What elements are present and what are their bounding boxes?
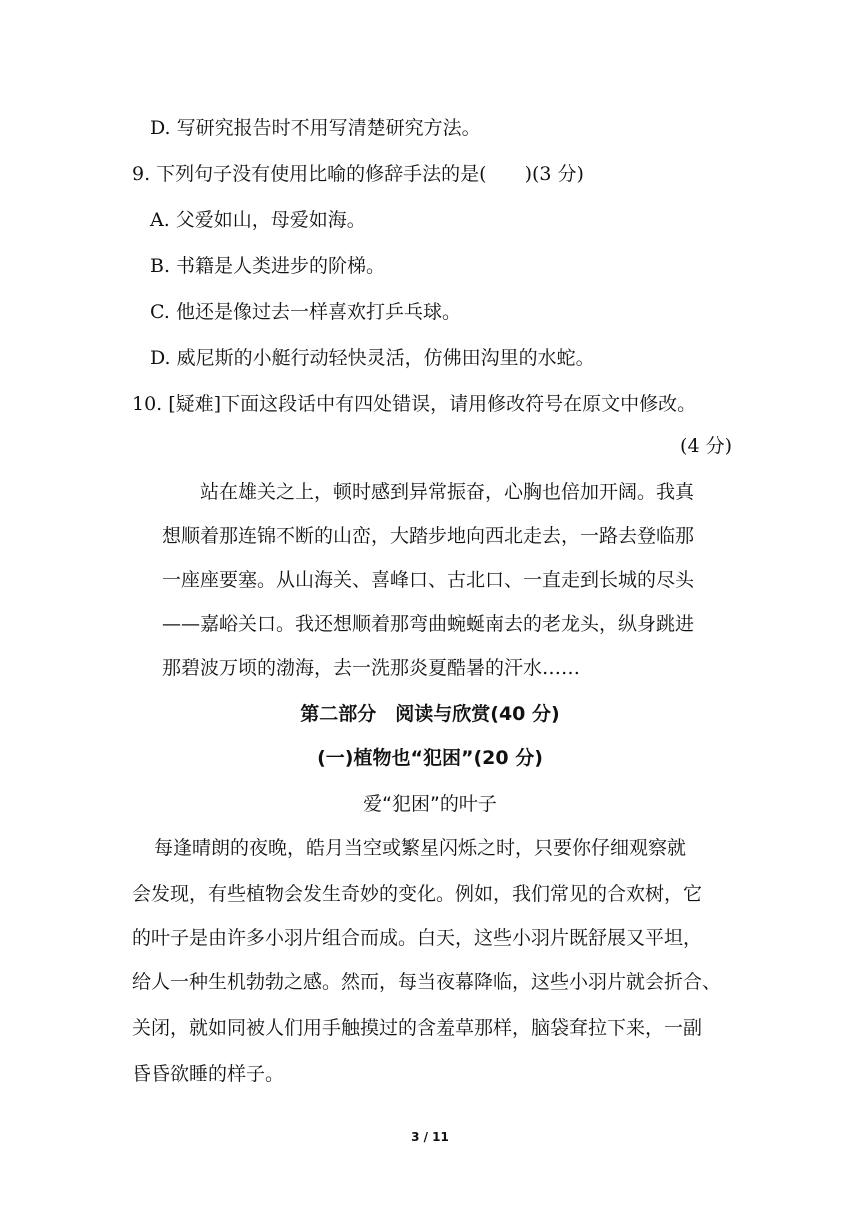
q9-option-a: A. 父爱如山，母爱如海。 xyxy=(150,209,366,231)
article-line: 会发现，有些植物会发生奇妙的变化。例如，我们常见的合欢树，它 xyxy=(132,883,703,905)
article-line: 关闭，就如同被人们用手触摸过的含羞草那样，脑袋耷拉下来，一副 xyxy=(132,1017,703,1039)
q10-passage-line: ——嘉峪关口。我还想顺着那弯曲蜿蜒南去的老龙头，纵身跳进 xyxy=(162,613,695,635)
page-number: 3 / 11 xyxy=(411,1130,449,1144)
section-title: (一)植物也“犯困”(20 分) xyxy=(317,747,543,769)
q10-passage-line: 站在雄关之上，顿时感到异常振奋，心胸也倍加开阔。我真 xyxy=(200,481,695,503)
q9-option-c: C. 他还是像过去一样喜欢打乒乓球。 xyxy=(150,301,461,323)
q10-stem: 10. [疑难]下面这段话中有四处错误，请用修改符号在原文中修改。 xyxy=(132,393,697,415)
q10-passage-line: 那碧波万顷的渤海，去一洗那炎夏酷暑的汗水…… xyxy=(162,657,581,679)
q9-stem: 9. 下列句子没有使用比喻的修辞手法的是( )(3 分) xyxy=(132,163,584,185)
q9-option-d: D. 威尼斯的小艇行动轻快灵活，仿佛田沟里的水蛇。 xyxy=(150,347,595,369)
q10-score: (4 分) xyxy=(680,435,732,457)
q9-option-b: B. 书籍是人类进步的阶梯。 xyxy=(150,255,386,277)
article-line: 给人一种生机勃勃之感。然而，每当夜幕降临，这些小羽片就会折合、 xyxy=(132,971,722,993)
q10-passage-line: 想顺着那连锦不断的山峦，大踏步地向西北走去，一路去登临那 xyxy=(162,525,695,547)
article-line: 昏昏欲睡的样子。 xyxy=(132,1063,285,1085)
part2-heading: 第二部分 阅读与欣赏(40 分) xyxy=(300,703,560,725)
q10-passage-line: 一座座要塞。从山海关、喜峰口、古北口、一直走到长城的尽头 xyxy=(162,569,695,591)
article-title: 爱“犯困”的叶子 xyxy=(363,793,497,815)
q8-option-d: D. 写研究报告时不用写清楚研究方法。 xyxy=(150,117,481,139)
article-line: 的叶子是由许多小羽片组合而成。白天，这些小羽片既舒展又平坦， xyxy=(132,927,703,949)
article-line: 每逢晴朗的夜晚，皓月当空或繁星闪烁之时，只要你仔细观察就 xyxy=(154,837,687,859)
